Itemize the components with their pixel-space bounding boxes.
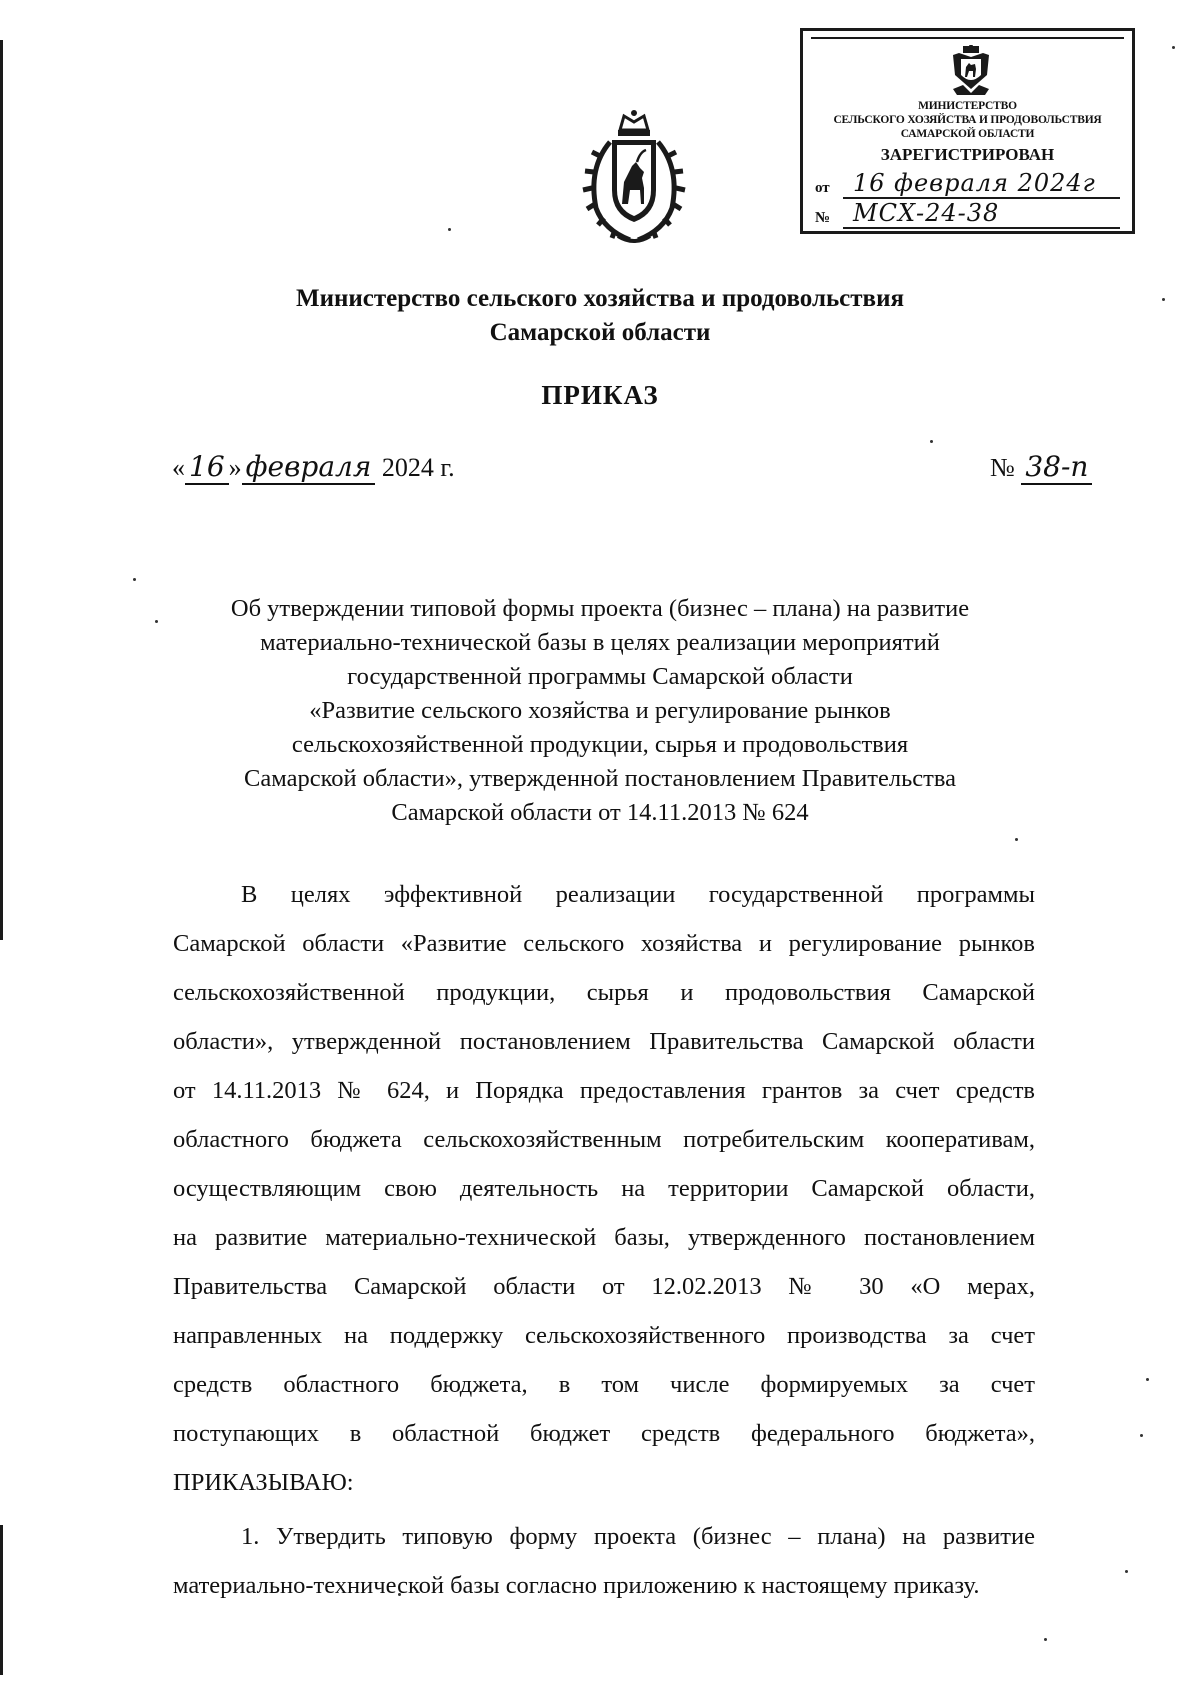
stamp-org-line: СЕЛЬСКОГО ХОЗЯЙСТВА И ПРОДОВОЛЬСТВИЯ	[833, 114, 1102, 126]
order-number-label: №	[990, 453, 1015, 482]
order-subject	[170, 592, 1030, 830]
scan-edge-bottom	[0, 1525, 3, 1675]
scan-speck	[133, 578, 136, 581]
stamp-number-handwritten: МСХ-24-38	[843, 199, 1120, 229]
order-number	[990, 450, 1092, 483]
stamp-emblem-icon	[949, 45, 993, 97]
date-month-handwritten: февраля	[242, 450, 376, 485]
stamp-number-label: №	[815, 210, 831, 226]
scan-speck	[1125, 1570, 1128, 1573]
scan-speck	[155, 620, 158, 623]
preamble-line: Правительства Самарской области от 12.02.2013 № 30 «О мерах,	[173, 1273, 1035, 1300]
subject-line: Самарской области», утвержденной постановлением Правительства	[244, 765, 956, 792]
preamble-line: области», утвержденной постановлением Правительства Самарской области	[173, 1028, 1035, 1055]
preamble-line: областного бюджета сельскохозяйственным потребительским кооперативам,	[173, 1126, 1035, 1153]
stamp-registered-label: ЗАРЕГИСТРИРОВАН	[880, 145, 1055, 164]
stamp-number-row	[815, 201, 1120, 231]
preamble-line: Самарской области «Развитие сельского хозяйства и регулирование рынков	[173, 930, 1035, 957]
subject-line: государственной программы Самарской области	[347, 663, 853, 690]
date-open-quote: «	[172, 453, 185, 482]
scan-edge-top	[0, 40, 3, 940]
stamp-organization	[803, 99, 1132, 141]
item-line: 1. Утвердить типовую форму проекта (бизнес – плана) на развитие	[241, 1523, 1035, 1550]
scan-speck	[1172, 46, 1175, 49]
stamp-date-row	[815, 171, 1120, 201]
stamp-date-handwritten: 16 февраля 2024г	[843, 169, 1120, 199]
order-number-handwritten: 38-п	[1021, 450, 1092, 485]
scan-speck	[1015, 838, 1018, 841]
preamble-line: осуществляющим свою деятельность на территории Самарской области,	[173, 1175, 1035, 1202]
ministry-name-line: Министерство сельского хозяйства и продовольствия	[295, 285, 904, 312]
date-close-quote: »	[228, 453, 242, 482]
document-type-heading: ПРИКАЗ	[541, 380, 659, 410]
subject-line: «Развитие сельского хозяйства и регулирование рынков	[309, 697, 891, 724]
stamp-top-rule	[811, 37, 1124, 39]
scan-speck	[1162, 298, 1165, 301]
scan-speck	[448, 228, 451, 231]
scan-speck	[1140, 1434, 1143, 1437]
preamble-line: В целях эффективной реализации государственной программы	[241, 881, 1035, 908]
preamble-line: направленных на поддержку сельскохозяйственного производства за счет	[173, 1322, 1035, 1349]
stamp-date-label: от	[815, 180, 830, 196]
subject-line: Самарской области от 14.11.2013 № 624	[391, 799, 809, 826]
preamble-line: на развитие материально-технической базы, утвержденного постановлением	[173, 1224, 1035, 1251]
scan-speck	[930, 440, 933, 443]
preamble-paragraph	[173, 870, 1035, 1507]
stamp-org-line: МИНИСТЕРСТВО	[918, 100, 1017, 112]
registration-stamp	[800, 28, 1135, 234]
preamble-line: от 14.11.2013 № 624, и Порядка предоставления грантов за счет средств	[173, 1077, 1035, 1104]
ministry-name	[200, 282, 1000, 350]
scan-speck	[1146, 1378, 1149, 1381]
subject-line: сельскохозяйственной продукции, сырья и продовольствия	[291, 731, 909, 758]
subject-line: Об утверждении типовой формы проекта (бизнес – плана) на развитие	[230, 595, 970, 622]
date-day-handwritten: 16	[185, 450, 229, 485]
ministry-name-line: Самарской области	[489, 319, 711, 346]
item-line: материально-технической базы согласно приложению к настоящему приказу.	[173, 1572, 980, 1599]
date-year: 2024 г.	[381, 453, 455, 482]
order-date	[172, 450, 455, 483]
preamble-line: средств областного бюджета, в том числе формируемых за счет	[173, 1371, 1035, 1398]
preamble-line: поступающих в областной бюджет средств федерального бюджета»,	[173, 1420, 1035, 1447]
coat-of-arms-icon	[582, 108, 686, 248]
subject-line: материально-технической базы в целях реализации мероприятий	[260, 629, 940, 656]
preamble-line: сельскохозяйственной продукции, сырья и продовольствия Самарской	[173, 979, 1035, 1006]
order-item-1	[173, 1512, 1035, 1610]
preamble-order-word: ПРИКАЗЫВАЮ:	[173, 1469, 354, 1496]
scan-speck	[1044, 1638, 1047, 1641]
stamp-org-line: САМАРСКОЙ ОБЛАСТИ	[900, 128, 1035, 140]
